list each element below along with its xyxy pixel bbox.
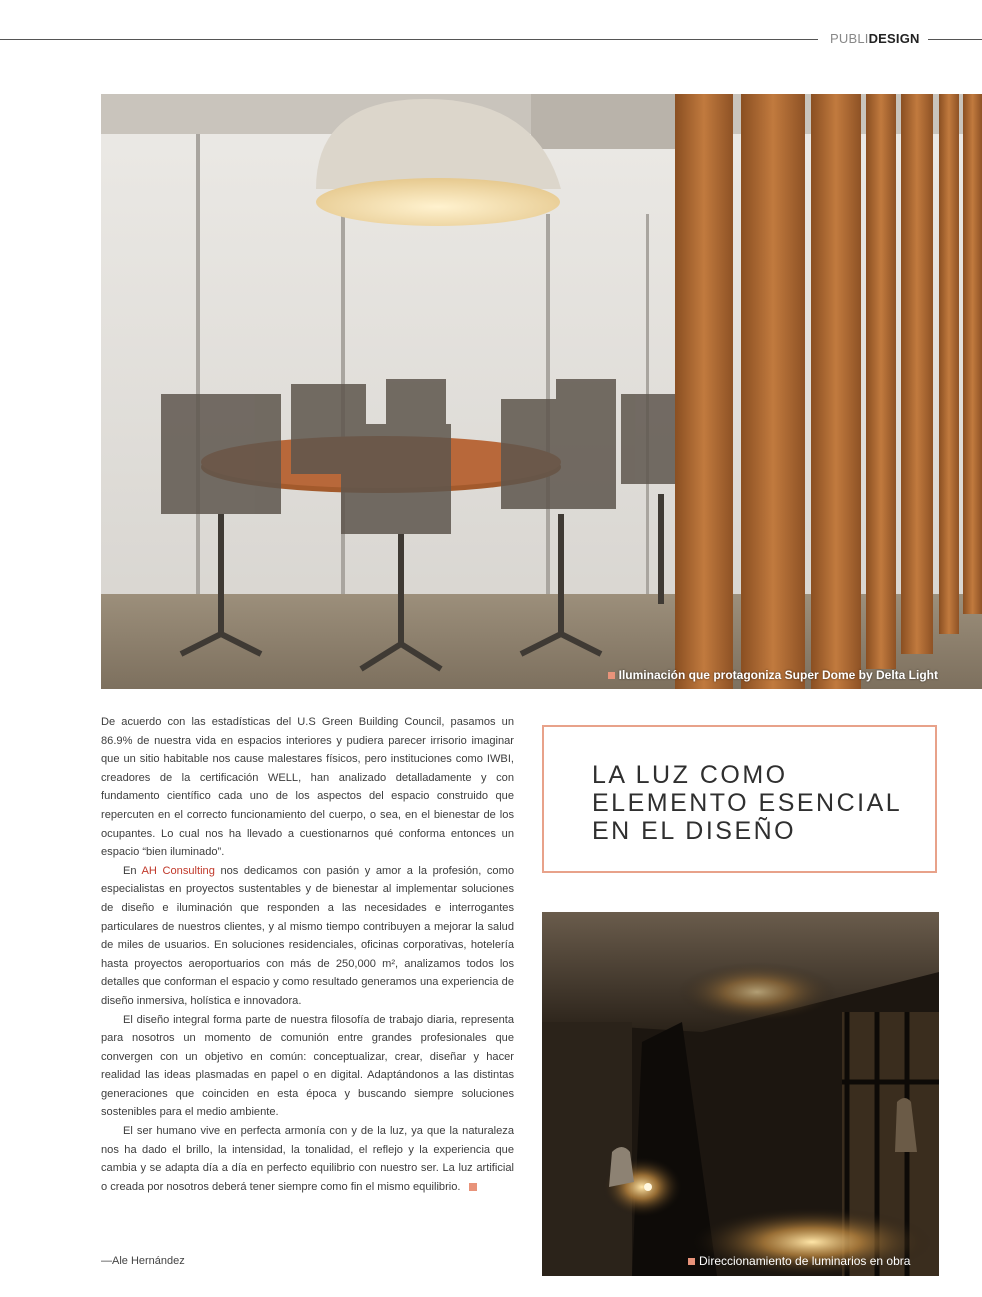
paragraph-2-pre: En xyxy=(123,864,142,877)
section-tag xyxy=(830,31,920,46)
paragraph-4 xyxy=(101,1122,514,1196)
paragraph-1: De acuerdo con las estadísticas del U.S Green Building Council, pasamos un 86.9% de nuestra vida en espacios interiores y pudiera parecer irrisorio imaginar que un sitio habitable nos cause malestares físicos, pero instituciones como IWBI, creadores de la certificación WELL, han analizado detalladamente y con fundamento científico cada uno de los aspectos del espacio construido que repercuten en el correcto funcionamiento del cuerpo, o sea, en el bienestar de los ocupantes. Lo cual nos ha llevado a cuestionarnos qué conforma entonces un espacio “bien iluminado”. xyxy=(101,716,514,859)
title-line-1: LA LUZ COMO xyxy=(592,761,788,789)
end-mark-icon xyxy=(469,1183,477,1191)
section-tag-light: PUBLI xyxy=(830,31,869,46)
title-line-2: ELEMENTO ESENCIAL xyxy=(592,789,903,817)
hero-photo xyxy=(101,94,982,689)
construction-photo xyxy=(542,912,939,1276)
title-box xyxy=(542,725,937,873)
paragraph-4-text: El ser humano vive en perfecta armonía con y de la luz, ya que la naturaleza nos ha dado el brillo, la intensidad, la tonalidad, el reflejo y la experiencia que cambia y se adapta día a día en perfecto equilibrio con nuestro ser. La luz artificial o creada por nosotros deberá tener siempre como fin el mismo equilibrio. xyxy=(101,1125,514,1193)
construction-caption xyxy=(688,1254,910,1268)
author-byline: —Ale Hernández xyxy=(101,1255,185,1267)
paragraph-3: El diseño integral forma parte de nuestra filosofía de trabajo diaria, representa para nosotros un momento de comunión entre grandes profesionales que convergen con un objetivo en común: conceptualizar, crear, diseñar y hacer realidad las ideas plasmadas en papel o en digital. Adaptándonos a las distintas generaciones que coinciden en esta época y buscando siempre soluciones sostenibles para el medio ambiente. xyxy=(101,1013,514,1119)
caption-bullet-icon xyxy=(608,672,615,679)
construction-caption-text: Direccionamiento de luminarios en obra xyxy=(699,1254,911,1268)
article-title xyxy=(592,761,902,845)
hero-caption-text: Iluminación que protagoniza Super Dome by Delta Light xyxy=(618,668,938,682)
photo-construction-site-icon xyxy=(542,912,939,1276)
company-name: AH Consulting xyxy=(141,864,215,877)
header-rule-right xyxy=(928,39,982,40)
photo-meeting-room-icon xyxy=(101,94,982,689)
hero-caption xyxy=(608,668,938,682)
caption-bullet-icon xyxy=(688,1258,695,1265)
title-line-3: EN EL DISEÑO xyxy=(592,817,797,845)
article-body xyxy=(101,713,514,1196)
paragraph-2 xyxy=(101,862,514,1011)
section-tag-bold: DESIGN xyxy=(868,31,920,46)
header-rule-left xyxy=(0,39,818,40)
paragraph-2-post: nos dedicamos con pasión y amor a la profesión, como especialistas en proyectos sustentables y de bienestar al implementar soluciones de diseño e iluminación que responden a las necesidades e interrogantes particulares de nuestros clientes, y al mismo tiempo contribuyen a mejorar la salud de miles de usuarios. En soluciones residenciales, oficinas corporativas, hotelería hasta proyectos aeroportuarios con más de 250,000 m², analizamos todos los detalles que conforman el espacio y como resultado generamos una experiencia de diseño inmersiva, holística e innovadora. xyxy=(101,864,514,1007)
